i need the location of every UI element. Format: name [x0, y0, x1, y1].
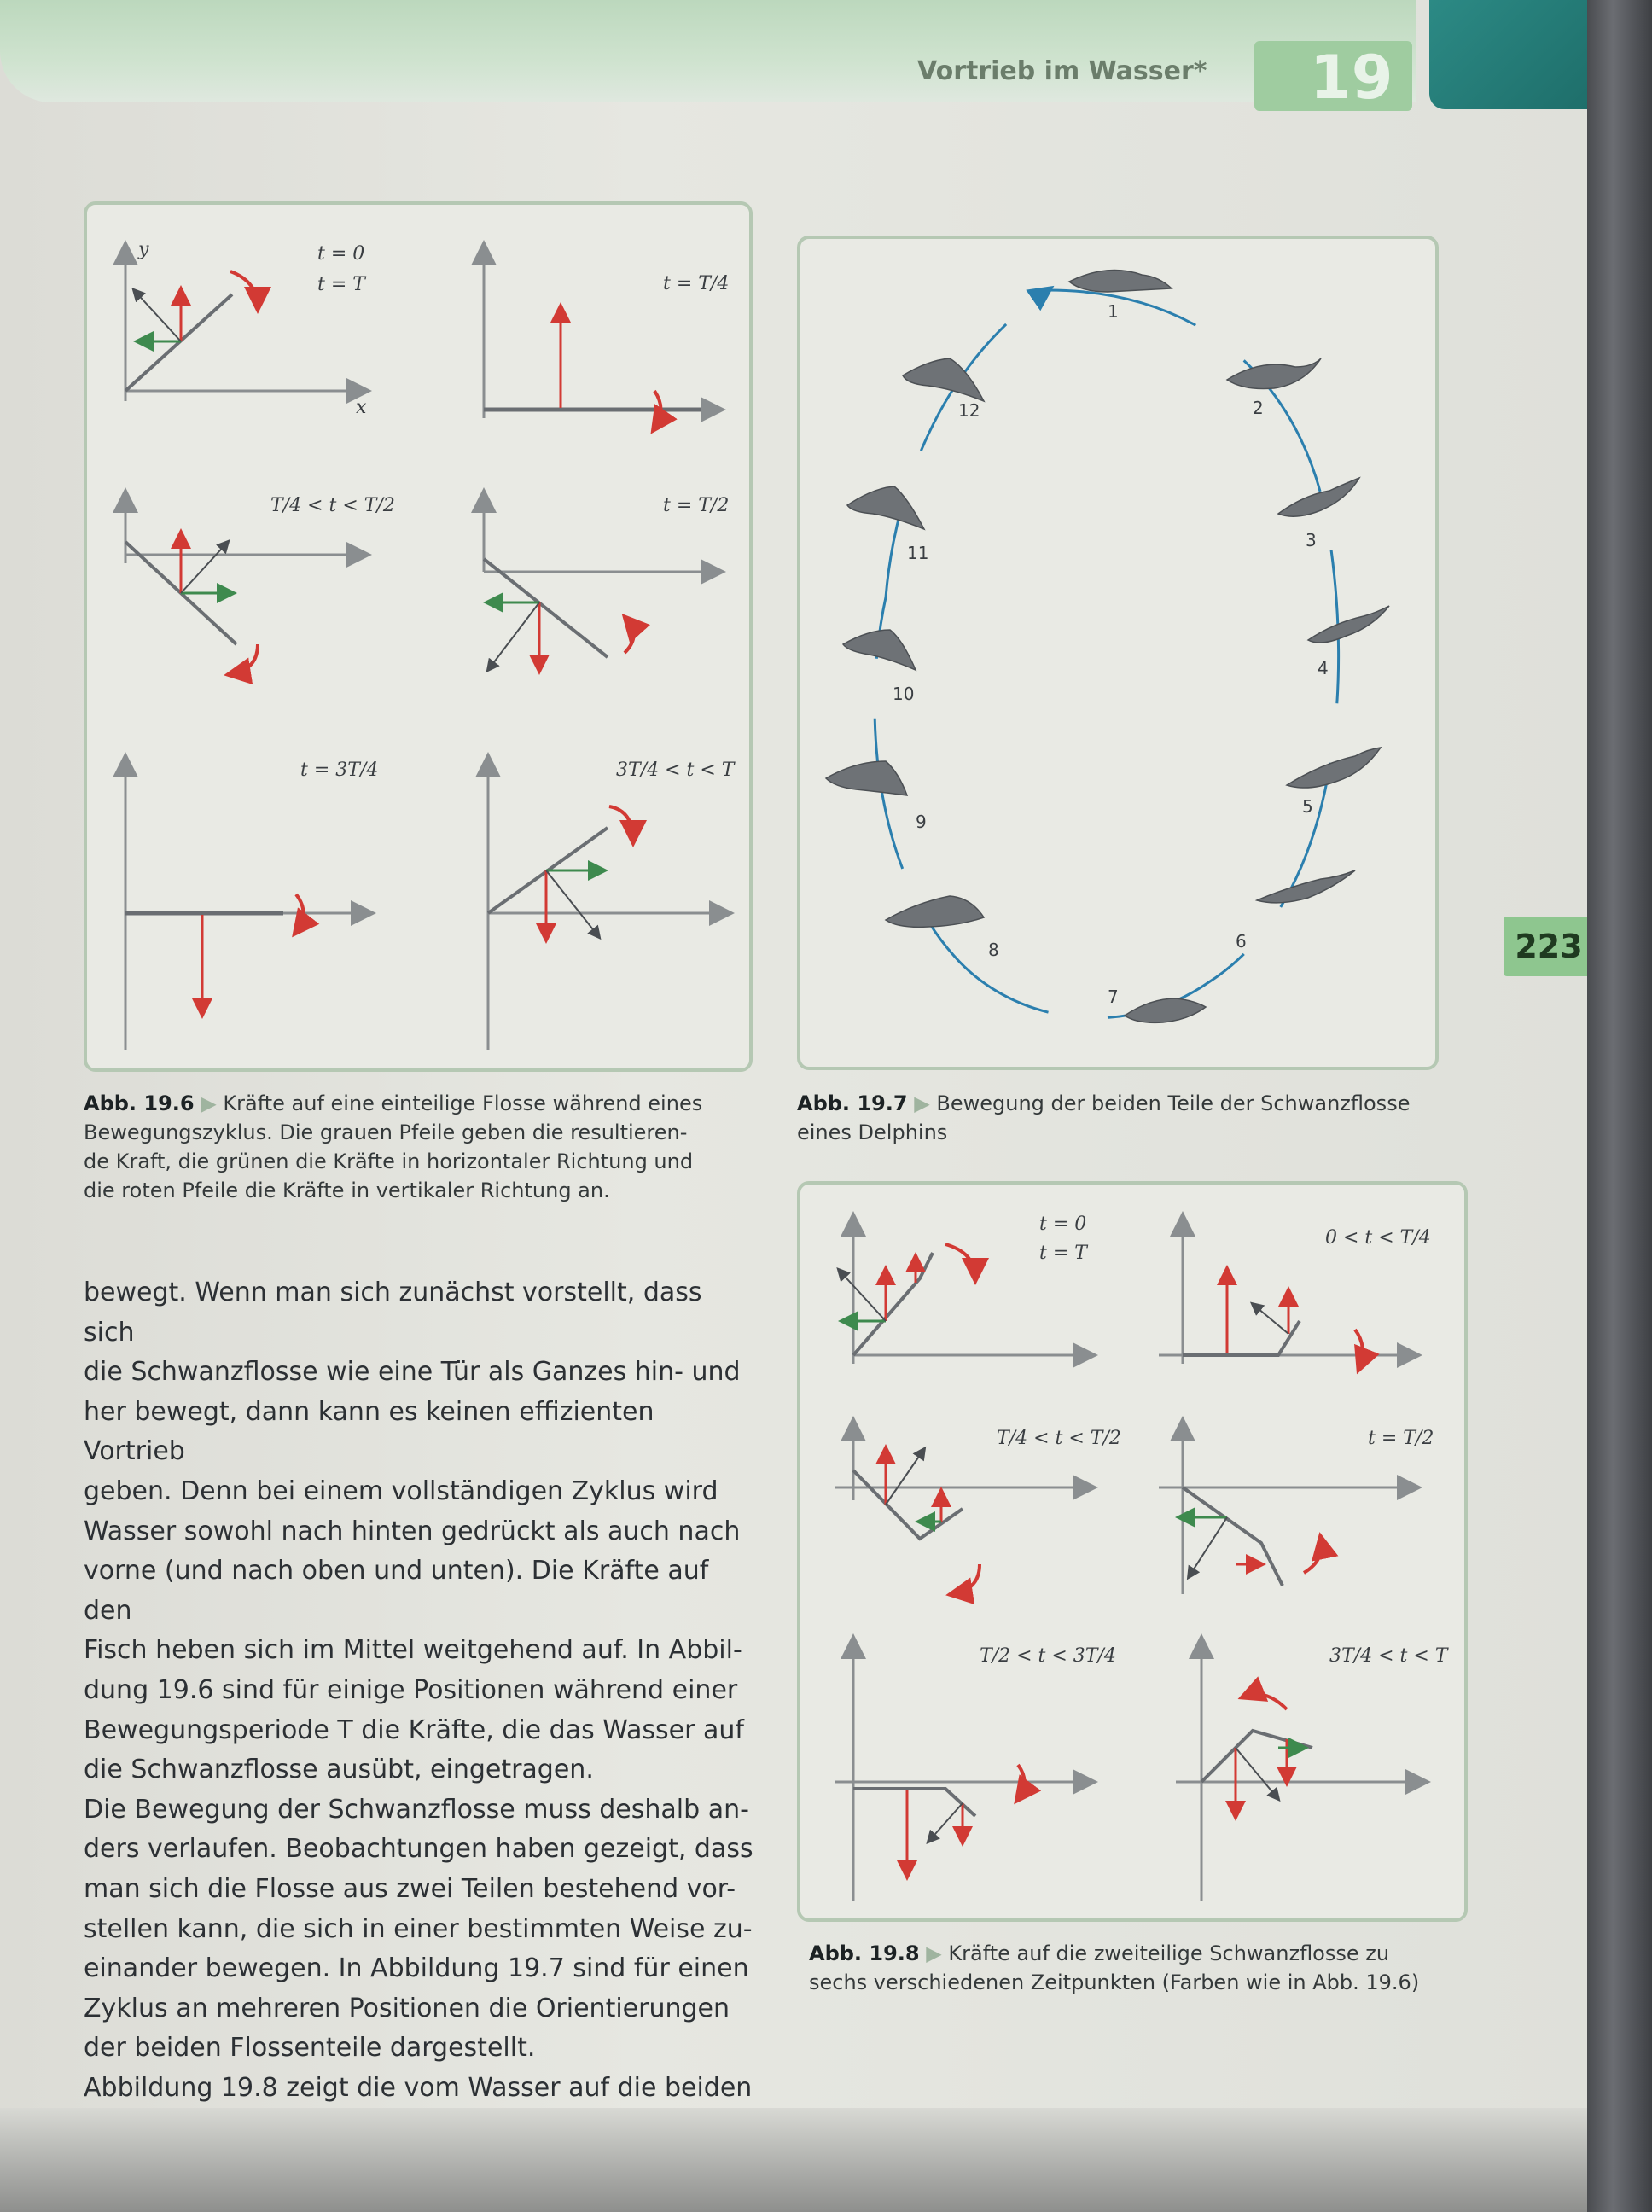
- fig198-time-1: t = 0: [1039, 1214, 1087, 1235]
- fig196-caption-label: Abb. 19.6: [84, 1091, 195, 1115]
- fig198-time-2: 0 < t < T/4: [1325, 1227, 1431, 1249]
- body-text: [84, 1273, 758, 2148]
- body-line: die Schwanzflosse wie eine Tür als Ganzes hin- und: [84, 1357, 741, 1388]
- dolphin-label-3: 3: [1306, 530, 1317, 550]
- dolphin-label-7: 7: [1108, 987, 1119, 1007]
- fig198-caption: Abb. 19.8 ▶ Kräfte auf die zweiteilige Schwanzflosse zu sechs verschiedenen Zeitpunkten (Farben wie in Abb. 19.6): [809, 1941, 1420, 1994]
- figure-19-8: [797, 1181, 1468, 1922]
- figure-19-6-drawing: [87, 205, 749, 1068]
- body-line: geben. Denn bei einem vollständigen Zyklus wird: [84, 1476, 718, 1506]
- fig198-caption-label: Abb. 19.8: [809, 1941, 920, 1965]
- body-line: Zyklus an mehreren Positionen die Orientierungen: [84, 1993, 730, 2023]
- fig196-time-1b: t = T: [317, 274, 365, 295]
- fig197-caption: Abb. 19.7 ▶ Bewegung der beiden Teile der Schwanzflosse eines Delphins: [797, 1091, 1411, 1144]
- dolphin-label-12: 12: [958, 400, 980, 421]
- fig197-caption-line-2: eines Delphins: [797, 1121, 948, 1144]
- page-number: 223: [1504, 917, 1594, 976]
- dolphin-label-4: 4: [1318, 658, 1329, 678]
- fig198-time-5: T/2 < t < 3T/4: [980, 1645, 1116, 1667]
- body-line: einander bewegen. In Abbildung 19.7 sind für einen: [84, 1953, 749, 1984]
- figure-19-7: [797, 236, 1439, 1070]
- fig196-time-5: t = 3T/4: [300, 760, 379, 781]
- fig196-panel-3: [125, 495, 364, 674]
- body-line: ders verlaufen. Beobachtungen haben gezeigt, dass: [84, 1834, 753, 1865]
- fig198-panel-3: [835, 1423, 1091, 1594]
- fig198-time-1b: t = T: [1039, 1243, 1087, 1264]
- dolphin-label-2: 2: [1253, 398, 1264, 418]
- fig196-panel-4: [484, 495, 718, 670]
- body-line: die Schwanzflosse ausübt, eingetragen.: [84, 1755, 594, 1785]
- fig198-caption-line-1: Kräfte auf die zweiteilige Schwanzflosse zu: [948, 1941, 1390, 1965]
- fig196-time-3: T/4 < t < T/2: [270, 495, 395, 516]
- fig196-time-2: t = T/4: [663, 273, 730, 294]
- figure-19-6: [84, 201, 753, 1072]
- fig196-time-6: 3T/4 < t < T: [616, 760, 735, 781]
- fig197-caption-label: Abb. 19.7: [797, 1091, 908, 1115]
- fig196-caption-line-4: die roten Pfeile die Kräfte in vertikaler Richtung an.: [84, 1179, 610, 1202]
- page-edge-shadow: [0, 2108, 1596, 2212]
- figure-19-8-drawing: [800, 1185, 1464, 1918]
- fig196-panel-6: [488, 760, 727, 1050]
- body-line: her bewegt, dann kann es keinen effizienten Vortrieb: [84, 1396, 654, 1467]
- fig196-caption-line-2: Bewegungszyklus. Die grauen Pfeile geben die resultieren-: [84, 1121, 688, 1144]
- body-line: stellen kann, die sich in einer bestimmten Weise zu-: [84, 1913, 753, 1944]
- fig196-time-4: t = T/2: [663, 495, 730, 516]
- fig196-caption-line-3: de Kraft, die grünen die Kräfte in horizontaler Richtung und: [84, 1150, 694, 1173]
- fig196-panel-5: [125, 760, 369, 1050]
- body-line: Die Bewegung der Schwanzflosse muss deshalb an-: [84, 1794, 749, 1825]
- fig196-ylabel: y: [138, 239, 149, 260]
- body-line: der beiden Flossenteile dargestellt.: [84, 2033, 536, 2064]
- fig198-time-3: T/4 < t < T/2: [997, 1428, 1121, 1449]
- fig196-caption: Abb. 19.6 ▶ Kräfte auf eine einteilige Flosse während eines Bewegungszyklus. Die grauen Pfeile geben die resultieren- de Kraft, die grünen die Kräfte in horizontaler Richtung und die roten Pfeile die Kräfte in vertikaler Richtung an.: [84, 1091, 703, 1202]
- dolphin-label-5: 5: [1302, 796, 1313, 817]
- body-line: man sich die Flosse aus zwei Teilen bestehend vor-: [84, 1873, 736, 1904]
- chapter-number: 19: [1310, 43, 1393, 113]
- fig198-panel-4: [1159, 1423, 1415, 1594]
- dolphin-label-10: 10: [893, 684, 915, 704]
- dolphin-label-1: 1: [1108, 301, 1119, 322]
- fig196-caption-line-1: Kräfte auf eine einteilige Flosse während eines: [223, 1091, 703, 1115]
- dolphin-label-8: 8: [988, 940, 999, 960]
- running-header-title: Vortrieb im Wasser*: [917, 56, 1207, 86]
- fig198-panel-5: [835, 1641, 1091, 1901]
- fig196-xlabel: x: [356, 397, 367, 418]
- figure-19-7-drawing: [800, 239, 1435, 1067]
- fig198-panel-6: [1176, 1641, 1423, 1901]
- dolphin-label-9: 9: [916, 812, 927, 832]
- fig198-caption-line-2: sechs verschiedenen Zeitpunkten (Farben wie in Abb. 19.6): [809, 1970, 1420, 1994]
- body-line: bewegt. Wenn man sich zunächst vorstellt, dass sich: [84, 1278, 702, 1348]
- dolphin-label-6: 6: [1236, 931, 1247, 952]
- dolphin-label-11: 11: [907, 543, 929, 563]
- fig197-caption-line-1: Bewegung der beiden Teile der Schwanzflosse: [936, 1091, 1411, 1115]
- body-line: Wasser sowohl nach hinten gedrückt als auch nach: [84, 1516, 741, 1546]
- header-band: [0, 0, 1416, 102]
- fig196-time-1: t = 0: [317, 243, 365, 265]
- body-line: dung 19.6 sind für einige Positionen während einer: [84, 1674, 738, 1705]
- body-line: Fisch heben sich im Mittel weitgehend auf. In Abbil-: [84, 1635, 742, 1666]
- book-spine: [1587, 0, 1652, 2212]
- fig198-time-6: 3T/4 < t < T: [1329, 1645, 1448, 1667]
- fig198-time-4: t = T/2: [1368, 1428, 1434, 1449]
- body-line: Bewegungsperiode T die Kräfte, die das Wasser auf: [84, 1714, 744, 1745]
- body-line: vorne (und nach oben und unten). Die Kräfte auf den: [84, 1556, 709, 1626]
- chapter-tab: [1429, 0, 1591, 109]
- body-line: Abbildung 19.8 zeigt die vom Wasser auf die beiden: [84, 2072, 753, 2103]
